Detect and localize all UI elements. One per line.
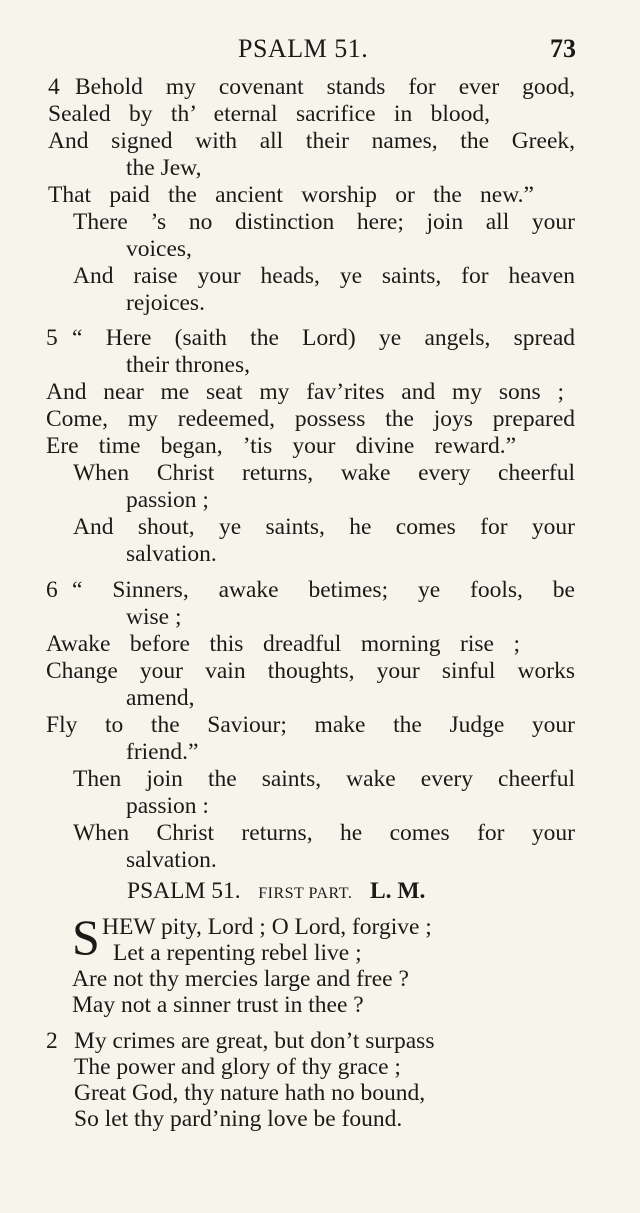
verse-line: And shout, ye saints, he comes for your [73, 514, 575, 540]
verse-line: My crimes are great, but don’t surpass [74, 1028, 435, 1054]
drop-cap: S [72, 909, 100, 965]
stanza-number: 6 [46, 577, 58, 603]
verse-line: rejoices. [126, 290, 205, 316]
verse-line: Then join the saints, wake every cheerful [73, 766, 575, 792]
verse-line: Sealed by th’ eternal sacrifice in blood, [48, 101, 490, 127]
verse-line: their thrones, [126, 352, 250, 378]
stanza-number: 5 [46, 325, 58, 351]
psalm-title: PSALM 51. [127, 878, 241, 904]
verse-line: When Christ returns, wake every cheerful [73, 460, 575, 486]
page-number: 73 [550, 34, 576, 63]
verse-line: The power and glory of thy grace ; [74, 1054, 401, 1080]
verse-line: Change your vain thoughts, your sinful works [46, 658, 575, 684]
verse-line: That paid the ancient worship or the new.” [48, 182, 534, 208]
verse-line: And raise your heads, ye saints, for heaven [73, 263, 575, 289]
verse-line: salvation. [126, 541, 217, 567]
verse-line: Let a repenting rebel live ; [113, 940, 362, 966]
verse-line: So let thy pard’ning love be found. [74, 1106, 403, 1132]
psalm-part: FIRST PART. [258, 885, 353, 902]
stanza-number: 4 [48, 74, 60, 100]
verse-line: friend.” [126, 739, 199, 765]
verse-line: HEW pity, Lord ; O Lord, forgive ; [102, 914, 432, 940]
verse-line: When Christ returns, he comes for your [73, 820, 575, 846]
verse-line: And signed with all their names, the Greek, [48, 128, 575, 154]
verse-line: May not a sinner trust in thee ? [72, 992, 364, 1018]
verse-line: Awake before this dreadful morning rise ; [46, 631, 520, 657]
verse-line: passion ; [126, 487, 209, 513]
verse-line: the Jew, [126, 155, 202, 181]
verse-line: Fly to the Saviour; make the Judge your [46, 712, 575, 738]
verse-line: voices, [126, 236, 192, 262]
verse-line: Ere time began, ’tis your divine reward.” [46, 433, 516, 459]
verse-line: passion : [126, 793, 209, 819]
verse-line: “ Here (saith the Lord) ye angels, spread [72, 325, 575, 351]
verse-line: Behold my covenant stands for ever good, [75, 74, 575, 100]
verse-line: Great God, thy nature hath no bound, [74, 1080, 426, 1106]
verse-line: And near me seat my fav’rites and my sons ; [46, 379, 564, 405]
verse-line: There ’s no distinction here; join all your [73, 209, 575, 235]
verse-line: Come, my redeemed, possess the joys prepared [46, 406, 575, 432]
psalm-meter: L. M. [369, 878, 426, 904]
running-title: PSALM 51. [238, 34, 369, 63]
page-header [0, 34, 640, 68]
verse-line: wise ; [126, 604, 182, 630]
stanza-number: 2 [46, 1028, 58, 1054]
verse-line: Are not thy mercies large and free ? [72, 966, 409, 992]
verse-line: salvation. [126, 847, 217, 873]
verse-line: “ Sinners, awake betimes; ye fools, be [72, 577, 575, 603]
verse-line: amend, [126, 685, 195, 711]
psalm-heading [127, 878, 425, 905]
